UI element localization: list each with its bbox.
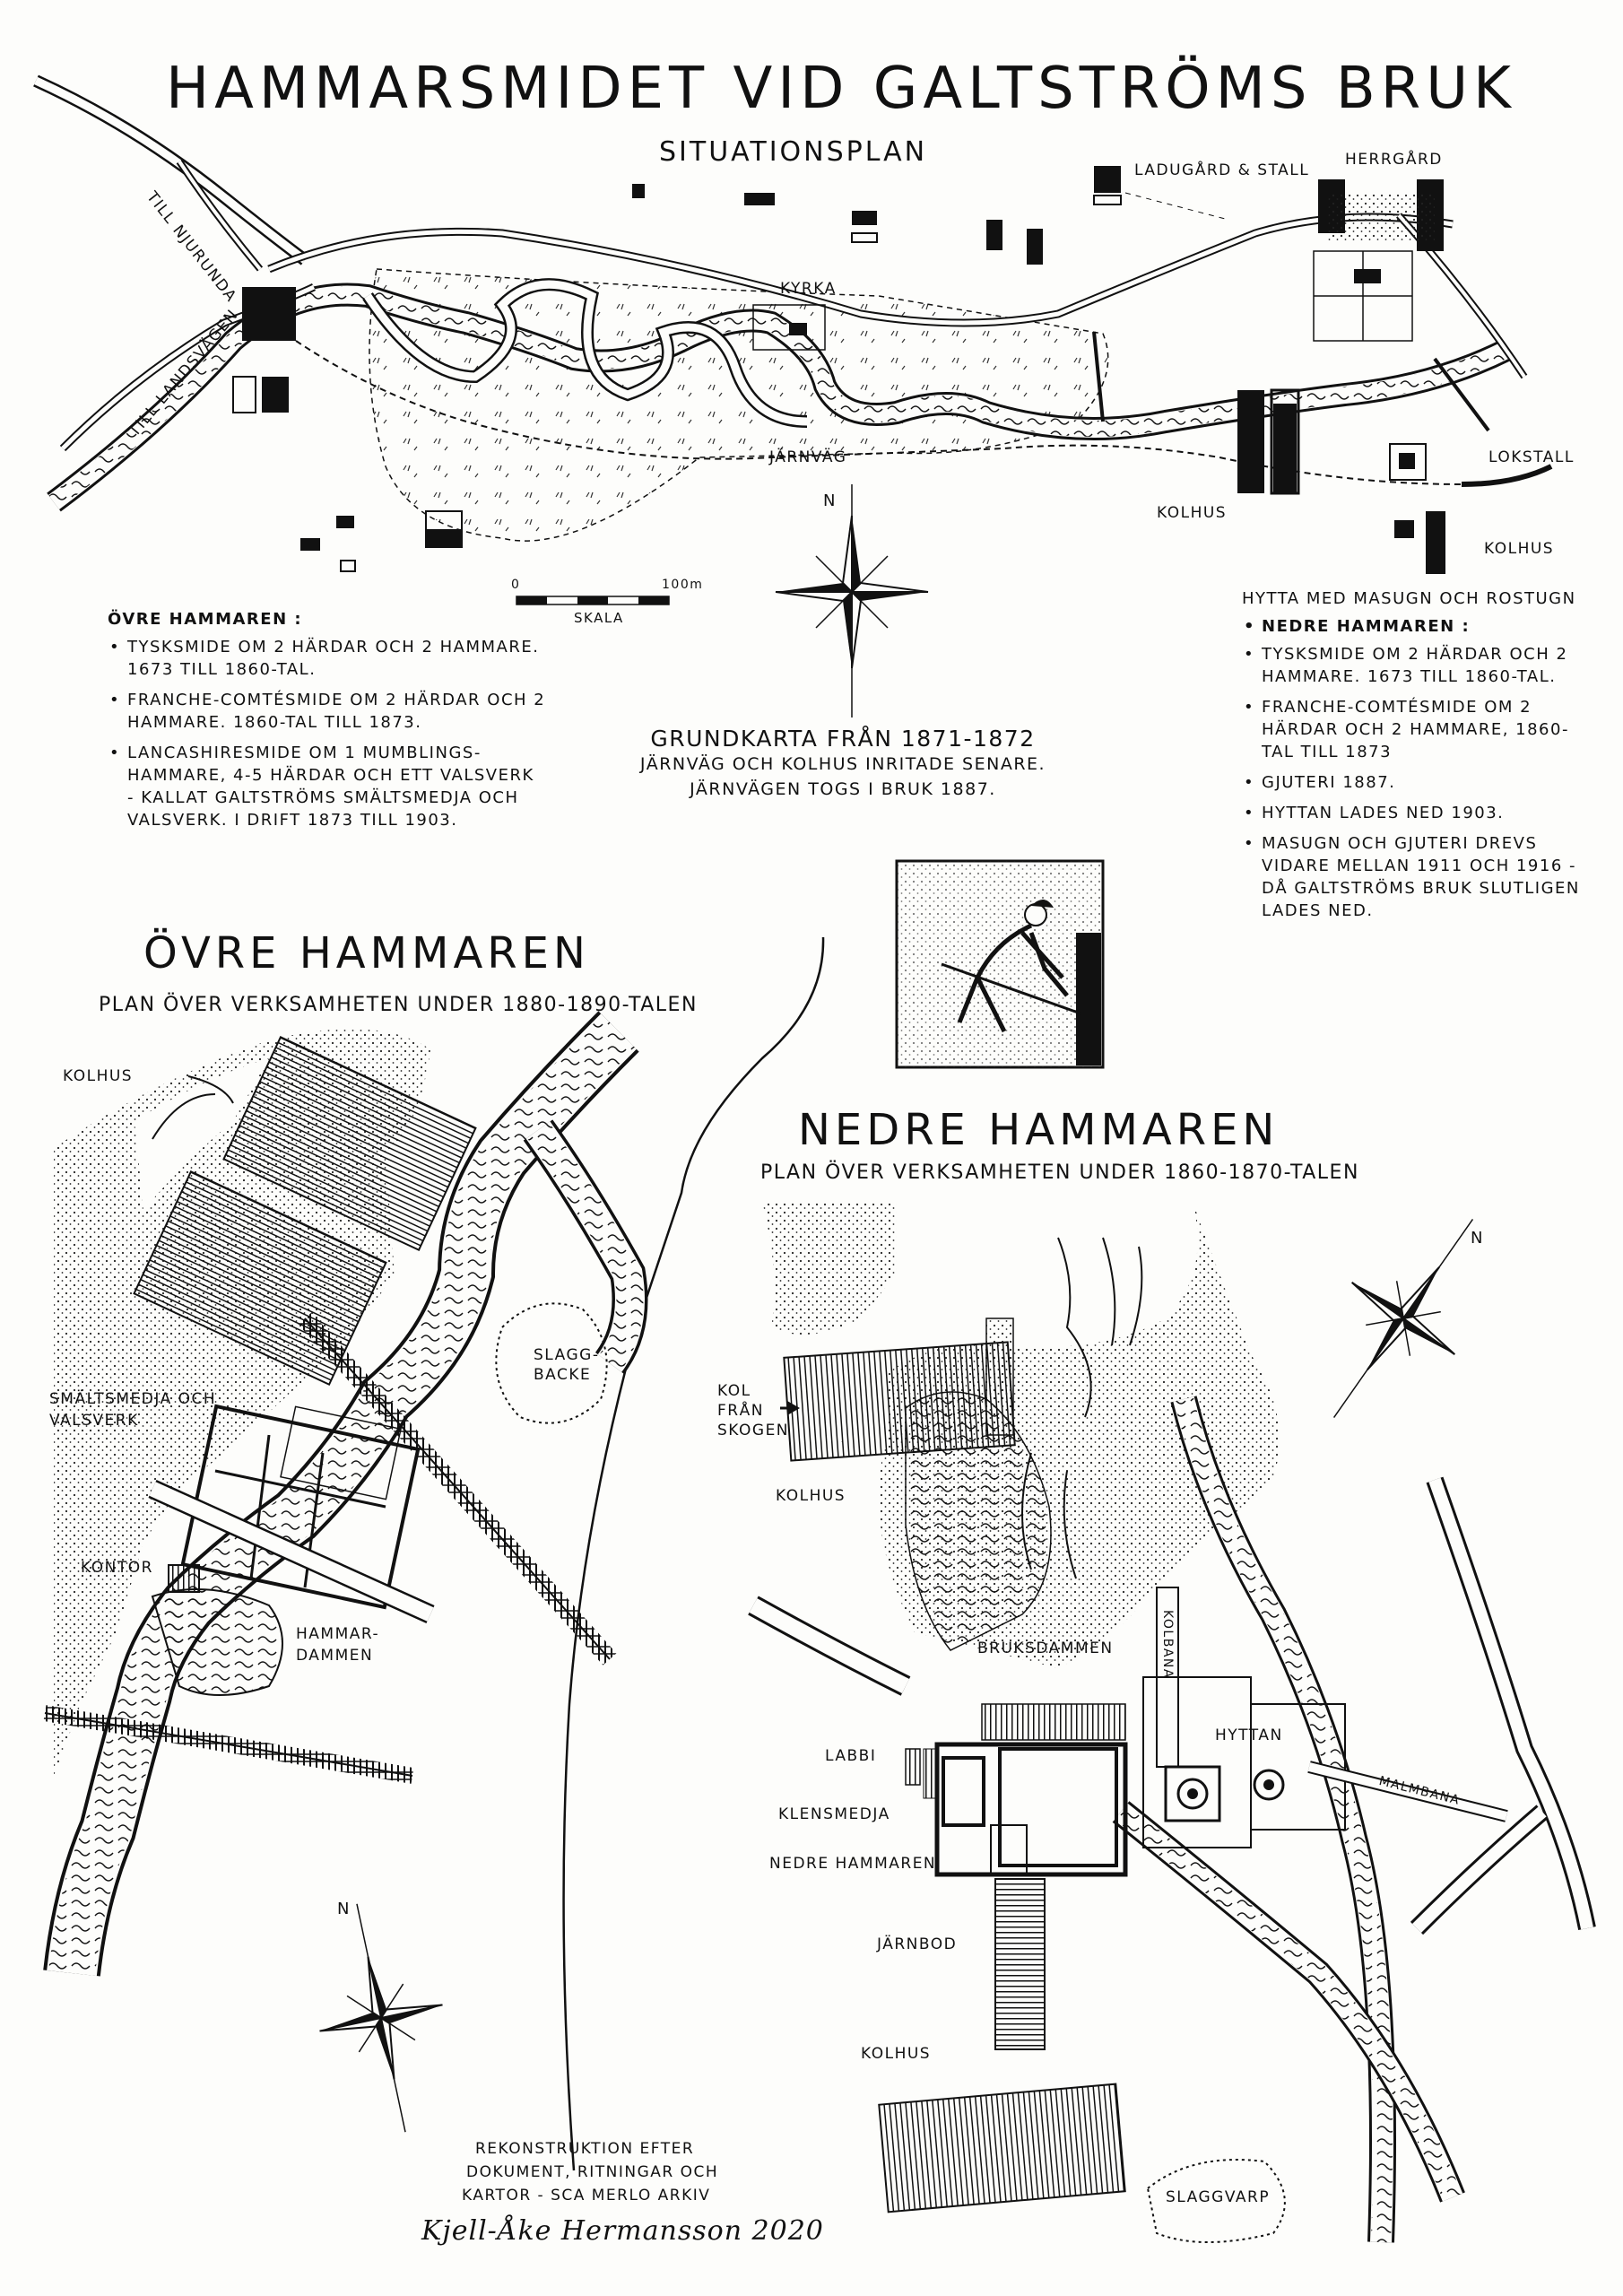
nedre-label-jarnbod: JÄRNBOD (877, 1935, 958, 1953)
ovre-label-hammardammen: HAMMAR-DAMMEN (296, 1625, 380, 1665)
nedre-notes-heading: • NEDRE HAMMAREN : (1242, 615, 1583, 638)
credit-line2: DOKUMENT, RITNINGAR OCH (466, 2163, 719, 2181)
ovre-plan (45, 1029, 630, 1973)
credit-line3: KARTOR - SCA MERLO ARKIV (462, 2187, 711, 2205)
compass-ovre (296, 1891, 467, 2144)
ovre-notes (108, 608, 547, 839)
credit-line1: REKONSTRUKTION EFTER (475, 2140, 695, 2158)
scale-label: SKALA (574, 610, 624, 626)
ovre-label-slaggbacke: SLAGG-BACKE (534, 1346, 600, 1384)
nedre-notes (1242, 587, 1583, 930)
nedre-label-nedre-hammaren: NEDRE HAMMAREN (769, 1855, 937, 1873)
nedre-label-malmbana: MALMBANA (1377, 1774, 1462, 1808)
ovre-label-kolhus: KOLHUS (63, 1067, 134, 1085)
page-subtitle: SITUATIONSPLAN (659, 136, 928, 168)
grundkarta-note (592, 726, 1094, 802)
nedre-label-klensmedja: KLENSMEDJA (778, 1805, 890, 1823)
divider-curve (564, 937, 823, 2170)
nedre-subtitle: PLAN ÖVER VERKSAMHETEN UNDER 1860-1870-TALEN (760, 1161, 1359, 1184)
ovre-note-2: • FRANCHE-COMTÉSMIDE OM 2 HÄRDAR OCH 2 HAMMARE. 1860-TAL TILL 1873. (108, 689, 547, 734)
nedre-kolhus-bottom (879, 2084, 1124, 2213)
nedre-plan (753, 1202, 1587, 2242)
label-kolhus-b: KOLHUS (1484, 540, 1555, 558)
signature: Kjell-Åke Hermansson 2020 (421, 2215, 824, 2247)
grundkarta-line2: JÄRNVÄG OCH KOLHUS INRITADE SENARE. (639, 754, 1046, 774)
compass-nedre (1282, 1183, 1524, 1453)
scale-bar (516, 596, 669, 604)
label-kyrka: KYRKA (780, 280, 837, 298)
nedre-label-slaggvarp: SLAGGVARP (1166, 2188, 1271, 2206)
compass-top (776, 484, 928, 718)
nedre-label-hyttan: HYTTAN (1215, 1726, 1283, 1744)
compass-nedre-n: N (1471, 1229, 1483, 1248)
jarnbod-building (995, 1879, 1045, 2049)
ovre-note-3: • LANCASHIRESMIDE OM 1 MUMBLINGS-HAMMARE, 4-5 HÄRDAR OCH ETT VALSVERK - KALLAT GALTSTRÖMS SMÄLTSMEDJA OCH VALSVERK. I DRIFT 1873 TILL 1903. (108, 742, 547, 831)
nedre-label-kol-fran-skogen: KOL FRÅN SKOGEN (717, 1382, 790, 1439)
label-till-landsvagen: TILL LANDSVÄGEN (126, 305, 243, 440)
scale-end: 100m (662, 578, 704, 592)
nedre-label-kolbana: KOLBANA (1160, 1610, 1175, 1679)
label-kolhus-a: KOLHUS (1157, 504, 1228, 522)
nedre-label-kolhus-bottom: KOLHUS (861, 2045, 932, 2063)
worker-illustration (897, 861, 1103, 1067)
nedre-note-1: • TYSKSMIDE OM 2 HÄRDAR OCH 2 HAMMARE. 1673 TILL 1860-TAL. (1242, 643, 1583, 688)
ovre-note-1: • TYSKSMIDE OM 2 HÄRDAR OCH 2 HAMMARE. 1673 TILL 1860-TAL. (108, 636, 547, 681)
label-jarnvag: JÄRNVÄG (769, 448, 847, 466)
page-title: HAMMARSMIDET VID GALTSTRÖMS BRUK (166, 56, 1516, 122)
nedre-note-2: • FRANCHE-COMTÉSMIDE OM 2 HÄRDAR OCH 2 HAMMARE, 1860-TAL TILL 1873 (1242, 696, 1583, 763)
nedre-hammaren-building (924, 1744, 1125, 1874)
label-lokstall: LOKSTALL (1488, 448, 1575, 466)
nedre-title: NEDRE HAMMAREN (798, 1105, 1280, 1155)
ovre-notes-heading: ÖVRE HAMMAREN : (108, 610, 303, 629)
nedre-label-labbi: LABBI (825, 1747, 877, 1765)
label-till-njurunda: TILL NJURUNDA (143, 188, 240, 307)
ovre-subtitle: PLAN ÖVER VERKSAMHETEN UNDER 1880-1890-TALEN (99, 994, 698, 1016)
nedre-kolhus-top (784, 1342, 1014, 1460)
labbi-building (906, 1749, 920, 1785)
nedre-note-5: • MASUGN OCH GJUTERI DREVS VIDARE MELLAN 1911 OCH 1916 - DÅ GALTSTRÖMS BRUK SLUTLIGEN LADES NED. (1242, 832, 1583, 922)
nedre-label-bruksdammen: BRUKSDAMMEN (977, 1639, 1114, 1657)
nedre-notes-intro: HYTTA MED MASUGN OCH ROSTUGN (1242, 589, 1576, 608)
label-ladugard: LADUGÅRD & STALL (1134, 161, 1310, 179)
compass-ovre-n: N (337, 1900, 350, 1918)
label-herrgard: HERRGÅRD (1345, 151, 1443, 169)
ovre-title: ÖVRE HAMMAREN (143, 928, 590, 978)
nedre-label-kolhus-top: KOLHUS (776, 1487, 846, 1505)
nedre-note-3: • GJUTERI 1887. (1242, 771, 1583, 794)
grundkarta-line3: JÄRNVÄGEN TOGS I BRUK 1887. (690, 779, 996, 799)
kontor-building (169, 1565, 199, 1592)
scale-zero: 0 (511, 578, 521, 592)
ovre-label-smaltsmedja: SMÄLTSMEDJA OCH VALSVERK (49, 1390, 217, 1430)
ovre-label-kontor: KONTOR (81, 1559, 153, 1577)
nedre-note-4: • HYTTAN LADES NED 1903. (1242, 802, 1583, 824)
grundkarta-line1: GRUNDKARTA FRÅN 1871-1872 (650, 726, 1036, 752)
compass-top-n: N (823, 491, 836, 510)
